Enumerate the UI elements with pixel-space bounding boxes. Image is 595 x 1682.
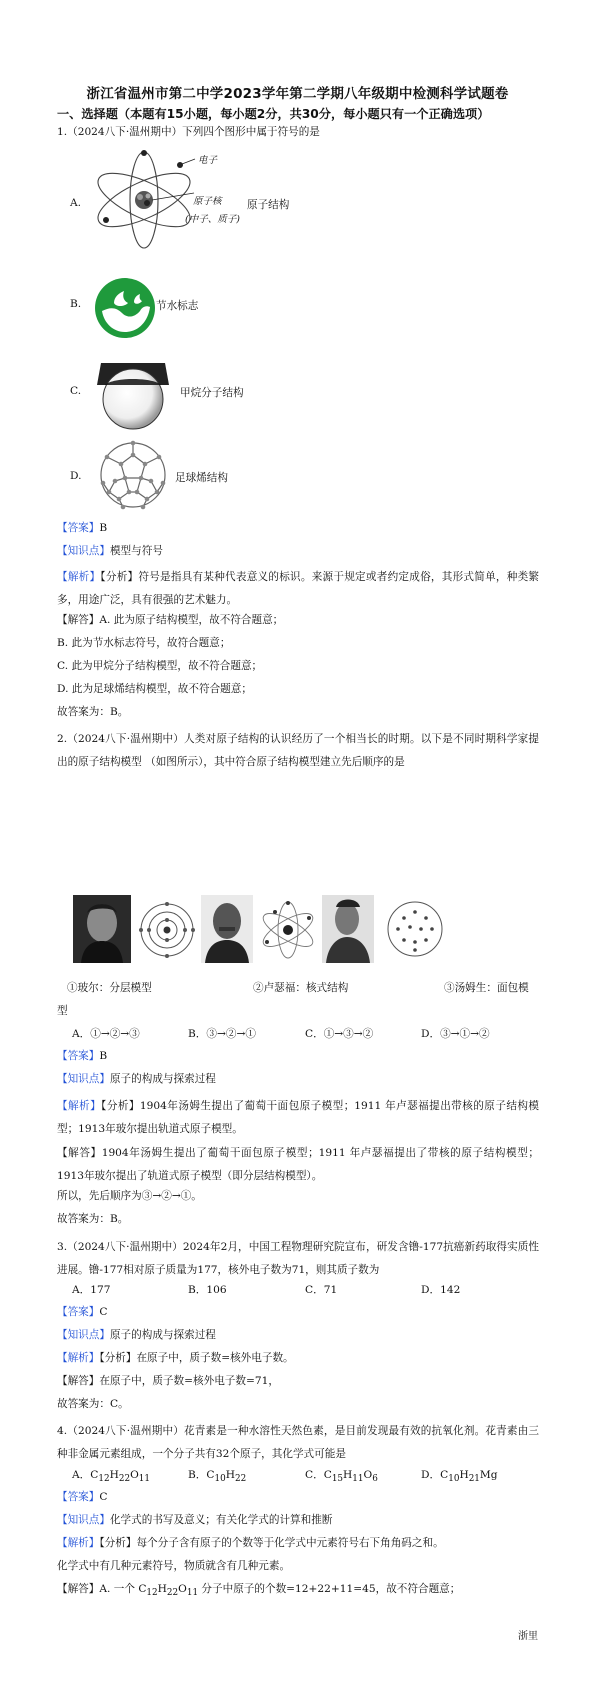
knowledge-tag: 【知识点】 — [57, 1073, 110, 1085]
q3-analysis — [57, 1351, 294, 1365]
q2-answer — [57, 1049, 107, 1063]
knowledge-text: 模型与符号 — [109, 545, 163, 557]
thomson-portrait-image — [322, 895, 374, 963]
q1-option-c-caption: 甲烷分子结构 — [180, 387, 244, 399]
knowledge-tag: 【知识点】 — [57, 1329, 110, 1341]
q2-final-answer: 故答案为：B。 — [57, 1213, 129, 1225]
answer-value: B — [99, 1050, 108, 1062]
atom-electron-label: 电子 — [198, 155, 218, 166]
q3-final-answer: 故答案为：C。 — [57, 1398, 129, 1410]
q2-stem: 2.（2024八下·温州期中）人类对原子结构的认识经历了一个相当长的时期。以下是不同时期科学家提出的原子结构模型 （如图所示），其中符合原子结构模型建立先后顺序的是 — [57, 733, 539, 768]
knowledge-tag: 【知识点】 — [57, 545, 110, 557]
analysis-tag: 【解析】 — [57, 1537, 100, 1549]
q2-order: 所以，先后顺序为③→②→①。 — [57, 1190, 202, 1202]
knowledge-tag: 【知识点】 — [57, 1514, 110, 1526]
analysis-text: 【分析】符号是指具有某种代表意义的标识。来源于规定或者约定成俗，其形式简单，种类繁多，用途广泛，具有很强的艺术魅力。 — [57, 571, 540, 606]
q2-solution: 【解答】1904年汤姆生提出了葡萄干面包原子模型；1911 年卢瑟福提出了带核的原子结构模型；1913年玻尔提出了轨道式原子模型（即分层结构模型）。 — [57, 1147, 539, 1182]
q1-solution-line: 【解答】A. 此为原子结构模型，故不符合题意； — [57, 614, 284, 626]
answer-tag: 【答案】 — [57, 1491, 100, 1503]
answer-value: C — [99, 1306, 108, 1318]
q4-option-d: D．$C_{10}H_{21}Mg$ — [421, 1469, 498, 1485]
analysis-text: 【分析】每个分子含有原子的个数等于化学式中元素符号右下角角码之和。 — [99, 1537, 444, 1549]
q1-knowledge-point — [57, 544, 163, 558]
q1-answer — [57, 521, 107, 535]
q1-option-b-caption: 节水标志 — [156, 300, 199, 312]
bohr-portrait-image — [73, 895, 131, 963]
q2-option-a: A．①→②→③ — [72, 1028, 140, 1040]
analysis-tag: 【解析】 — [57, 571, 101, 583]
nuclear-atom-model-image — [257, 900, 319, 960]
analysis-tag: 【解析】 — [57, 1352, 100, 1364]
q1-analysis — [57, 566, 539, 612]
layered-atom-model-image — [137, 902, 197, 958]
q4-analysis-cont: 化学式中有几种元素符号，物质就含有几种元素。 — [57, 1560, 291, 1572]
q2-option-c: C．①→③→② — [305, 1028, 374, 1040]
q2-caption-thomson: ③汤姆生：面包模 — [444, 982, 529, 994]
q3-option-b: B．106 — [188, 1284, 227, 1296]
analysis-text: 【分析】在原子中，质子数=核外电子数。 — [99, 1352, 294, 1364]
answer-value: B — [99, 522, 108, 534]
q1-option-d-caption: 足球烯结构 — [175, 472, 228, 484]
page-footer: 浙里 — [518, 1631, 538, 1642]
methane-model-image — [93, 355, 173, 431]
q1-final-answer: 故答案为：B。 — [57, 706, 129, 718]
q4-analysis — [57, 1536, 444, 1550]
q2-caption-thomson-cont: 型 — [57, 1005, 68, 1017]
q4-option-a: A．$C_{12}H_{22}O_{11}$ — [72, 1469, 150, 1485]
fullerene-model-image — [93, 437, 173, 513]
q1-option-d-letter: D. — [70, 470, 82, 482]
answer-value: C — [99, 1491, 108, 1503]
q3-answer — [57, 1305, 107, 1319]
q2-analysis — [57, 1095, 539, 1141]
answer-tag: 【答案】 — [57, 1050, 100, 1062]
q3-option-a: A．177 — [72, 1284, 111, 1296]
q1-solution-line: B. 此为节水标志符号，故符合题意； — [57, 637, 231, 649]
q1-option-c-letter: C. — [70, 385, 82, 397]
q3-knowledge-point — [57, 1328, 216, 1342]
q4-option-c: C．$C_{15}H_{11}O_6$ — [305, 1469, 378, 1485]
q4-knowledge-point — [57, 1513, 332, 1527]
q2-option-d: D．③→①→② — [421, 1028, 490, 1040]
q1-option-a-letter: A. — [70, 197, 82, 209]
q1-stem: 1.（2024八下·温州期中）下列四个图形中属于符号的是 — [57, 126, 320, 138]
q1-option-a-caption: 原子结构 — [247, 199, 290, 211]
q1-solution-line: D. 此为足球烯结构模型，故不符合题意； — [57, 683, 252, 695]
knowledge-text: 原子的构成与探索过程 — [109, 1073, 216, 1085]
plum-pudding-model-image — [384, 900, 446, 958]
q3-solution: 【解答】在原子中，质子数=核外电子数=71， — [57, 1375, 279, 1387]
atom-nucleus-detail-label: (中子、质子) — [185, 214, 240, 225]
q4-option-b: B．$C_{10}H_{22}$ — [188, 1469, 247, 1485]
q4-stem: 4.（2024八下·温州期中）花青素是一种水溶性天然色素，是目前发现最有效的抗氧化剂。花青素由三种非金属元素组成，一个分子共有32个原子，其化学式可能是 — [57, 1425, 539, 1460]
q3-stem: 3.（2024八下·温州期中）2024年2月，中国工程物理研究院宣布，研发含镥-177抗癌新药取得实质性进展。镥-177相对原子质量为177，核外电子数为71，则其质子数为 — [57, 1241, 539, 1276]
rutherford-portrait-image — [201, 895, 253, 963]
page-title: 浙江省温州市第二中学2023学年第二学期八年级期中检测科学试题卷 — [86, 86, 509, 102]
atom-nucleus-label: 原子核 — [193, 196, 222, 207]
knowledge-text: 原子的构成与探索过程 — [109, 1329, 216, 1341]
water-saving-logo — [94, 277, 156, 339]
section-heading: 一、选择题（本题有15小题，每小题2分，共30分，每小题只有一个正确选项） — [57, 107, 490, 121]
q4-solution: 【解答】A. 一个 $C_{12}H_{22}O_{11}$ 分子中原子的个数=12+22+11=45，故不符合题意； — [57, 1583, 461, 1599]
answer-tag: 【答案】 — [57, 1306, 100, 1318]
q2-caption-rutherford: ②卢瑟福：核式结构 — [253, 982, 349, 994]
q2-caption-bohr: ①玻尔：分层模型 — [67, 982, 152, 994]
q2-option-b: B．③→②→① — [188, 1028, 256, 1040]
analysis-text: 【分析】1904年汤姆生提出了葡萄干面包原子模型；1911 年卢瑟福提出带核的原子结构模型；1913年玻尔提出轨道式原子模型。 — [57, 1100, 539, 1135]
answer-tag: 【答案】 — [57, 522, 100, 534]
q3-option-d: D．142 — [421, 1284, 461, 1296]
q2-knowledge-point — [57, 1072, 216, 1086]
analysis-tag: 【解析】 — [57, 1100, 102, 1112]
q3-option-c: C．71 — [305, 1284, 338, 1296]
q1-option-b-letter: B. — [70, 298, 82, 310]
q4-answer — [57, 1490, 107, 1504]
q1-solution-line: C. 此为甲烷分子结构模型，故不符合题意； — [57, 660, 263, 672]
knowledge-text: 化学式的书写及意义；有关化学式的计算和推断 — [109, 1514, 333, 1526]
